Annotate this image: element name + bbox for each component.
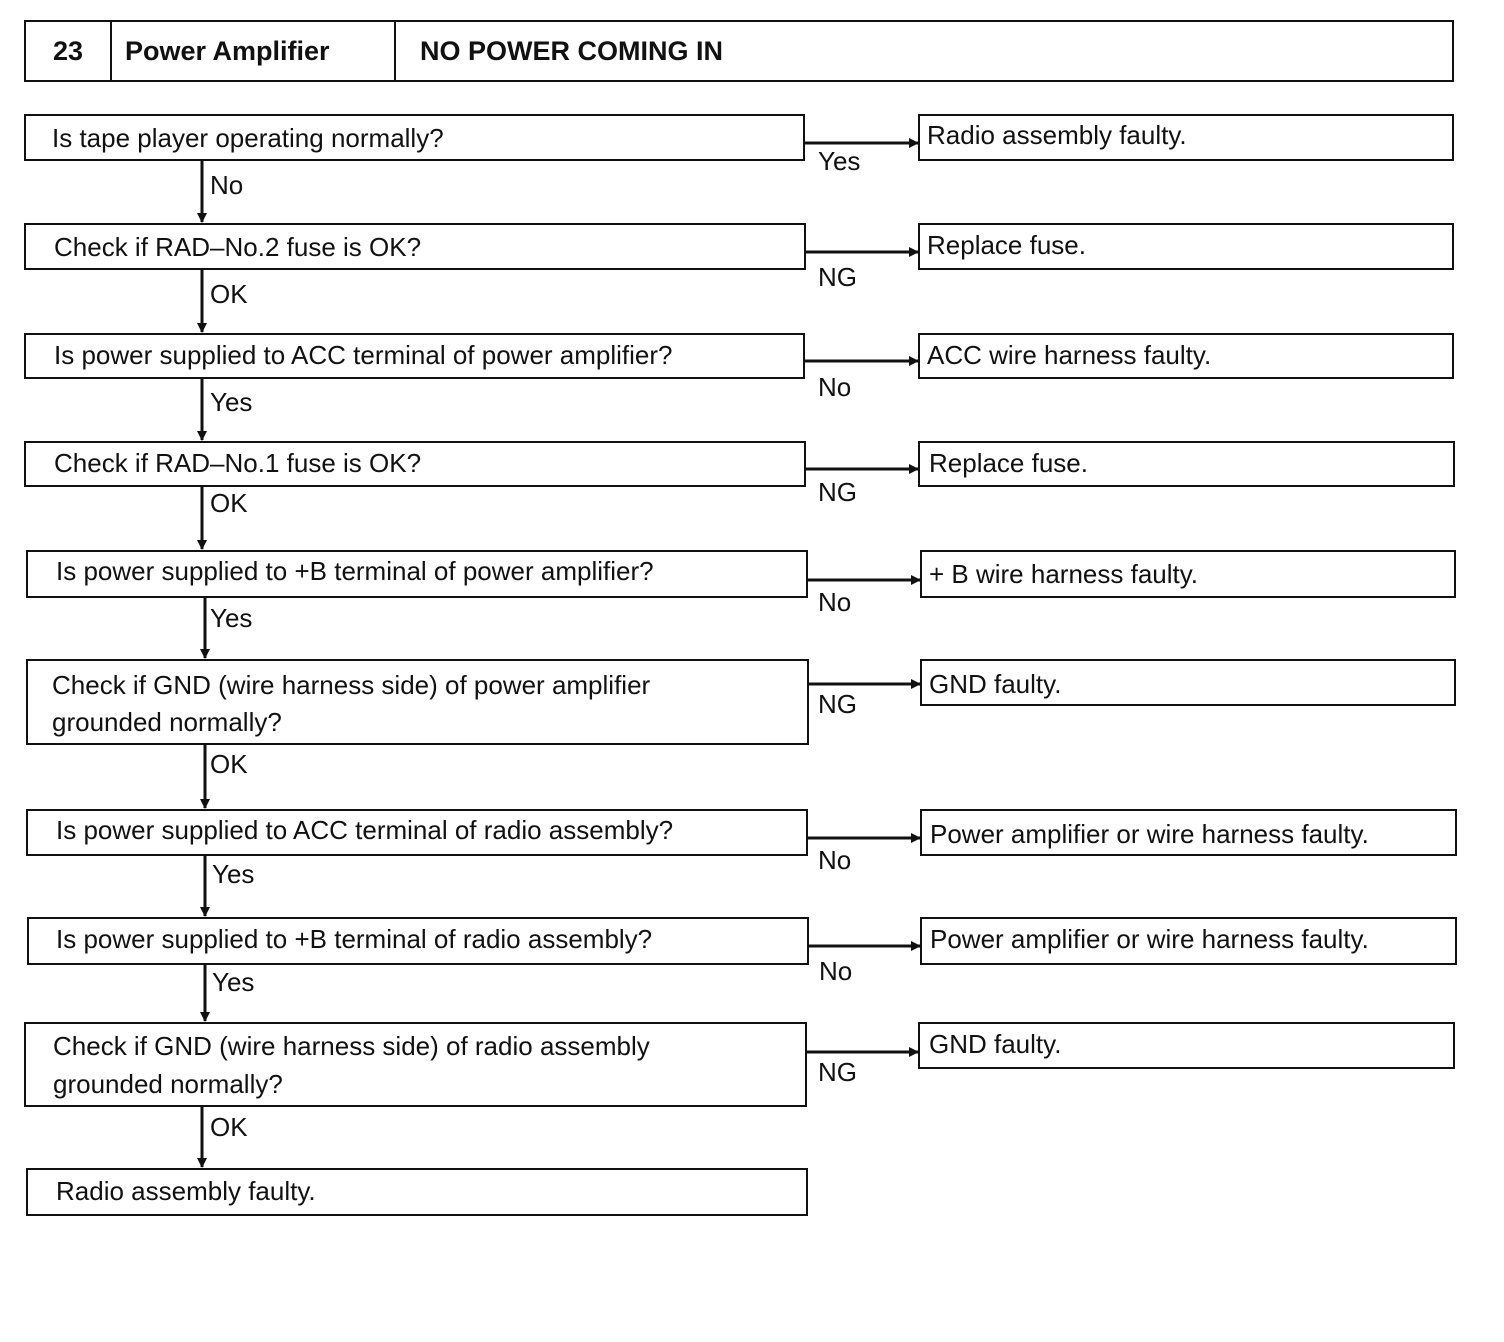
side-label-3: No <box>818 372 852 402</box>
down-label-7: Yes <box>212 859 255 889</box>
header-number-text: 23 <box>52 35 84 66</box>
side-label-8: No <box>819 956 853 986</box>
question-box-5 <box>26 550 808 598</box>
question-text-5: Is power supplied to +B terminal of power amplifier? <box>56 556 654 586</box>
question-text-6: Check if GND (wire harness side) of power amplifier <box>52 670 651 700</box>
side-label-7: No <box>818 845 852 875</box>
result-text-2: Replace fuse. <box>927 230 1086 260</box>
question-box-2 <box>24 223 806 270</box>
side-label-5: No <box>818 587 852 617</box>
question-box-9 <box>24 1022 807 1107</box>
question-box-4 <box>24 441 806 487</box>
result-text-5: + B wire harness faulty. <box>929 559 1199 589</box>
question-text-2: Check if RAD–No.2 fuse is OK? <box>54 232 422 262</box>
down-label-9: OK <box>210 1112 248 1142</box>
result-box-8 <box>920 917 1457 965</box>
header-system-text: Power Amplifier <box>125 35 330 66</box>
result-text-9: GND faulty. <box>929 1029 1062 1059</box>
question-text-4: Check if RAD–No.1 fuse is OK? <box>54 448 422 478</box>
down-label-1: No <box>210 170 244 200</box>
question-text-6-line2: grounded normally? <box>52 707 282 737</box>
question-text-9-line2: grounded normally? <box>53 1069 283 1099</box>
question-text-8: Is power supplied to +B terminal of radio assembly? <box>56 924 653 954</box>
result-box-1 <box>918 114 1454 161</box>
question-box-6 <box>26 659 809 745</box>
down-label-2: OK <box>210 279 248 309</box>
side-label-6: NG <box>818 689 857 719</box>
down-label-3: Yes <box>210 387 253 417</box>
side-label-1: Yes <box>818 146 861 176</box>
result-box-4 <box>918 441 1455 487</box>
result-text-4: Replace fuse. <box>929 448 1088 478</box>
question-text-7: Is power supplied to ACC terminal of radio assembly? <box>56 815 674 845</box>
result-box-9 <box>918 1022 1455 1069</box>
result-box-6 <box>920 659 1456 706</box>
question-box-8 <box>27 917 809 965</box>
result-box-2 <box>918 223 1454 270</box>
result-box-7 <box>920 809 1457 856</box>
result-box-5 <box>920 550 1456 598</box>
result-text-3: ACC wire harness faulty. <box>927 340 1212 370</box>
side-label-9: NG <box>818 1057 857 1087</box>
final-box <box>26 1168 808 1216</box>
result-text-6: GND faulty. <box>929 669 1062 699</box>
question-text-9: Check if GND (wire harness side) of radio assembly <box>53 1031 650 1061</box>
down-label-8: Yes <box>212 967 255 997</box>
result-text-1: Radio assembly faulty. <box>927 120 1187 150</box>
down-label-4: OK <box>210 488 248 518</box>
result-box-3 <box>918 333 1454 379</box>
down-label-6: OK <box>210 749 248 779</box>
question-box-3 <box>24 333 805 379</box>
question-box-1 <box>24 114 805 161</box>
down-label-5: Yes <box>210 603 253 633</box>
question-text-1: Is tape player operating normally? <box>52 123 444 153</box>
result-text-7: Power amplifier or wire harness faulty. <box>930 819 1369 849</box>
question-text-3: Is power supplied to ACC terminal of power amplifier? <box>54 340 673 370</box>
side-label-4: NG <box>818 477 857 507</box>
header-symptom-text: NO POWER COMING IN <box>420 35 723 66</box>
side-label-2: NG <box>818 262 857 292</box>
question-box-7 <box>26 809 808 856</box>
result-text-8: Power amplifier or wire harness faulty. <box>930 924 1369 954</box>
final-text: Radio assembly faulty. <box>56 1176 316 1206</box>
